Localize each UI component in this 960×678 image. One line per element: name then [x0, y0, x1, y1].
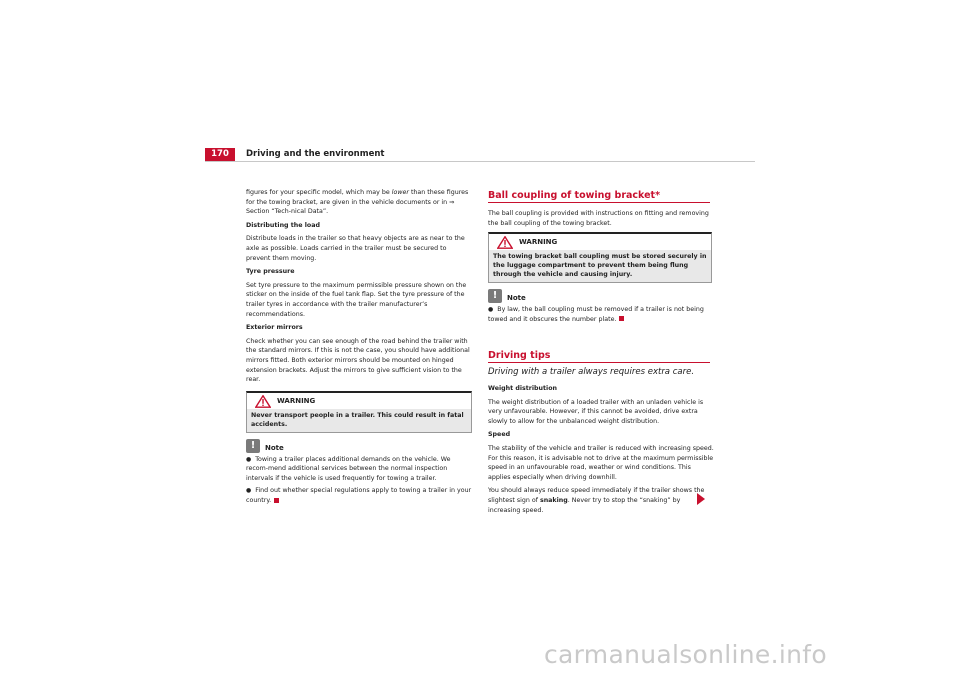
page-header-title: Driving and the environment: [246, 149, 385, 159]
page-number: 170: [211, 149, 229, 159]
driving-tips-title: Driving tips: [488, 350, 551, 361]
continue-arrow-icon: [697, 493, 705, 505]
note-item-text: By law, the ball coupling must be removed if a trailer is not being towed and it obscures the number plate.: [488, 306, 704, 323]
warning-header: [489, 234, 711, 250]
note-header-right: [488, 289, 712, 305]
snaking-paragraph: [488, 486, 714, 515]
note-icon: !: [488, 289, 502, 303]
note-label: Note: [507, 294, 526, 303]
bullet-icon: ●: [246, 455, 252, 463]
driving-tips-subtitle: Driving with a trailer always requires extra care.: [488, 367, 695, 377]
section-end-icon: [274, 498, 279, 503]
mirrors-paragraph: Check whether you can see enough of the road behind the trailer with the standard mirrors. If this is not the case, you should have additional mirrors fitted. Both exterior mirrors should be mounted on hinged extension brackets. Adjust the mirrors to give sufficient vision to the rear.: [246, 337, 470, 384]
bullet-icon: ●: [246, 487, 252, 495]
note-header-left: [246, 439, 472, 455]
weight-paragraph: The weight distribution of a loaded trailer with an unladen vehicle is very unfavourable. However, if this cannot be avoided, drive extra slowly to allow for the unbalanced weight distribution.: [488, 398, 704, 425]
warning-header: [247, 393, 471, 409]
distributing-paragraph: Distribute loads in the trailer so that heavy objects are as near to the axle as possible. Loads carried in the trailer must be secured to prevent them moving.: [246, 235, 465, 262]
intro-text-post: than these figures for the towing bracket, are given in the vehicle documents or in ⇒ Section “Tech-nical Data”.: [246, 189, 469, 216]
tyre-heading: Tyre pressure: [246, 268, 295, 276]
snaking-text-pre: You should always reduce speed immediately if the trailer shows the slightest sign of: [488, 487, 705, 504]
intro-paragraph: [246, 188, 472, 217]
section-end-icon: [619, 316, 624, 321]
note-item-text: Find out whether special regulations apply to towing a trailer in your country.: [246, 487, 472, 505]
warning-box-left: [246, 391, 472, 433]
right-column-bottom: [488, 384, 714, 519]
bullet-icon: ●: [488, 306, 494, 314]
mirrors-heading: Exterior mirrors: [246, 324, 303, 332]
warning-triangle-icon: [497, 236, 513, 249]
weight-heading: Weight distribution: [488, 385, 557, 392]
intro-text-emphasis: lower: [391, 189, 409, 196]
speed-paragraph: The stability of the vehicle and trailer is reduced with increasing speed. For this reason, it is advisable not to drive at the maximum permissible speed in an unfavourable road, weather or wind conditions. This applies especially when driving downhill.: [488, 444, 714, 481]
note-item: [246, 486, 472, 505]
warning-triangle-icon: [255, 395, 271, 408]
distributing-heading: Distributing the load: [246, 221, 320, 229]
note-item: [488, 305, 712, 324]
snaking-text-post: . Never try to stop the “snaking” by increasing speed.: [488, 496, 681, 514]
header-divider: [205, 161, 755, 162]
right-column-top: [488, 209, 712, 327]
watermark: carmanualsonline.info: [544, 640, 827, 669]
snaking-text-bold: snaking: [539, 496, 568, 504]
driving-tips-rule: [488, 362, 710, 363]
speed-heading: Speed: [488, 431, 511, 439]
left-column: [246, 188, 472, 509]
note-item-text: Towing a trailer places additional demands on the vehicle. We recom-mend additional services between the normal inspection intervals if the vehicle is used frequently for towing a trailer.: [246, 455, 451, 482]
tyre-paragraph: Set tyre pressure to the maximum permissible pressure shown on the sticker on the inside of the fuel tank flap. Set the tyre pressure of the trailer tyres in accordance with the trailer manufacturer’s recommendations.: [246, 281, 467, 318]
ball-coupling-paragraph: The ball coupling is provided with instructions on fitting and removing the ball coupling of the towing bracket.: [488, 210, 709, 227]
ball-coupling-rule: [488, 202, 710, 203]
warning-label: WARNING: [519, 238, 558, 247]
warning-box-right: [488, 232, 712, 283]
note-item: [246, 455, 472, 484]
intro-text-pre: figures for your specific model, which may be: [246, 189, 392, 196]
warning-text: The towing bracket ball coupling must be stored securely in the luggage compartment to prevent them being flung through the vehicle and causing injury.: [489, 250, 711, 282]
warning-label: WARNING: [277, 396, 316, 405]
warning-text: Never transport people in a trailer. This could result in fatal accidents.: [247, 409, 471, 432]
ball-coupling-title: Ball coupling of towing bracket*: [488, 190, 661, 201]
note-label: Note: [265, 443, 284, 452]
note-icon: !: [246, 439, 260, 453]
